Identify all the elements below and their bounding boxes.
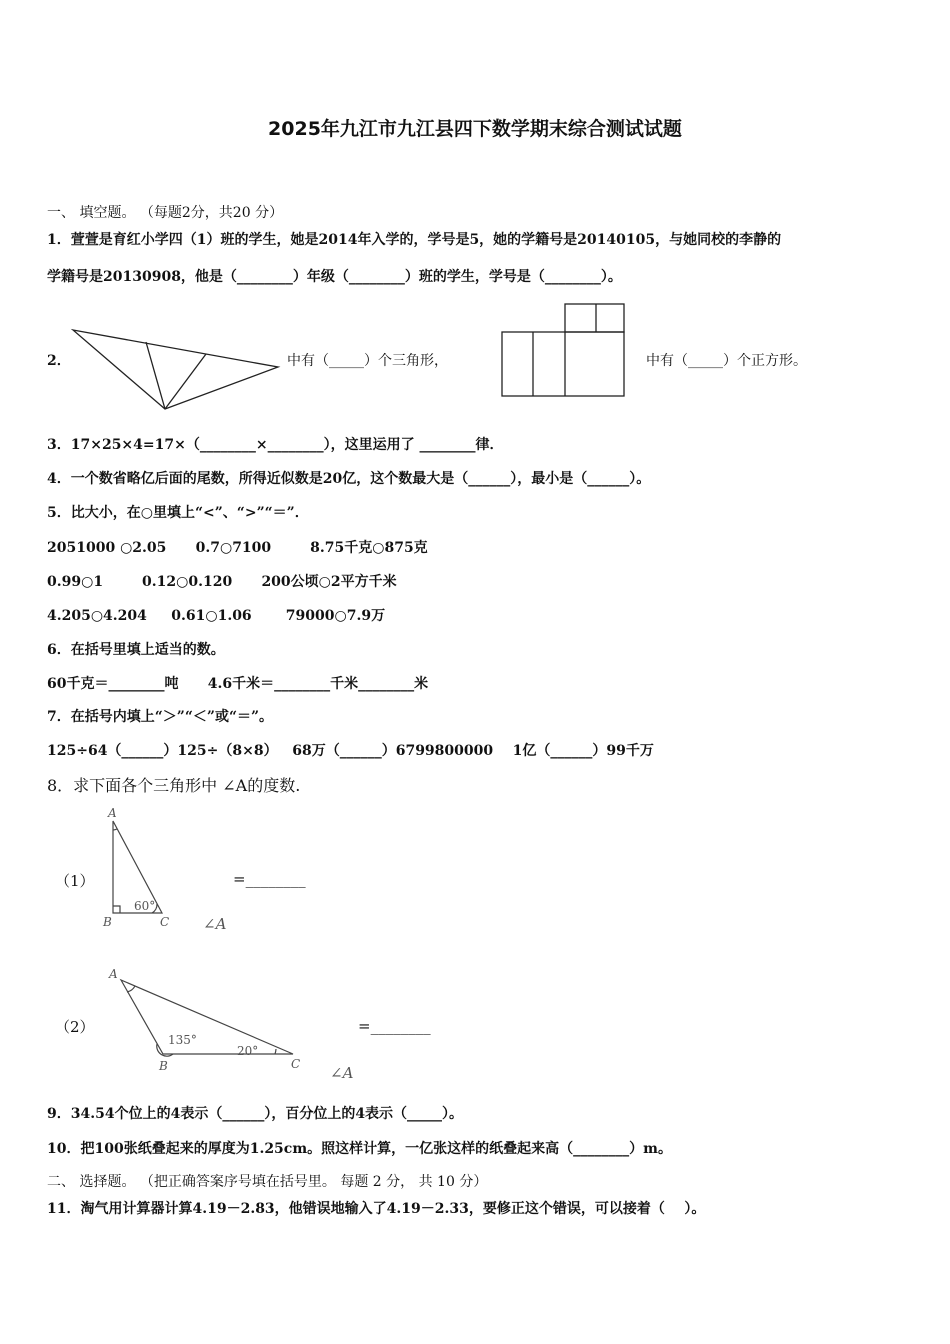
question-5: 5．比大小，在○里填上“<”、“>”“＝”． [47, 505, 309, 521]
angle-b-value: 135° [168, 1033, 197, 1047]
vertex-b-label: B [103, 915, 112, 929]
question-2-text-a: 中有（_____）个三角形， [287, 353, 448, 369]
question-8: 8．求下面各个三角形中 ∠A的度数. [47, 776, 301, 795]
question-9: 9．34.54个位上的4表示（______），百分位上的4表示（_____）。 [47, 1106, 464, 1122]
vertex-a-label: A [108, 806, 117, 820]
question-7: 7．在括号内填上“＞”“＜”或“＝”。 [47, 709, 274, 725]
section-heading-fill-blank: 一、 填空题。 （每题2分，共20 分） [47, 205, 284, 221]
vertex-b-label: B [159, 1059, 168, 1073]
question-2-text-b: 中有（_____）个正方形。 [646, 353, 807, 369]
angle-c-value: 20° [237, 1044, 259, 1058]
question-8-part-1-angle: ∠A [203, 915, 227, 933]
question-1-line-2: 学籍号是20130908，他是（________）年级（________）班的学生，学号是（________）。 [47, 269, 622, 285]
angle-c-value: 60° [134, 899, 156, 913]
question-5-row-2: 0.99○1 0.12○0.120 200公顷○2平方千米 [47, 574, 397, 590]
question-8-part-1-answer: =________ [233, 870, 306, 888]
question-1-line-1: 1．萱萱是育红小学四（1）班的学生，她是2014年入学的，学号是5，她的学籍号是20140105，与她同校的李静的 [47, 232, 782, 248]
triangle-count-figure [68, 322, 284, 414]
right-triangle-figure [100, 803, 180, 929]
question-6-row: 60千克＝________吨 4.6千米＝________千米________米 [47, 676, 429, 692]
question-7-row: 125÷64（______）125÷（8×8） 68万（______）6799800000 1亿（______）99千万 [47, 743, 654, 759]
question-8-part-2-angle: ∠A [330, 1064, 354, 1082]
question-10: 10．把100张纸叠起来的厚度为1.25cm。照这样计算，一亿张这样的纸叠起来高（________）m。 [47, 1141, 672, 1157]
question-6: 6．在括号里填上适当的数。 [47, 642, 225, 658]
obtuse-triangle-figure [105, 964, 310, 1076]
question-5-row-3: 4.205○4.204 0.61○1.06 79000○7.9万 [47, 608, 386, 624]
square-count-figure [500, 302, 628, 399]
question-2-number: 2． [47, 353, 71, 369]
question-8-part-2-answer: =________ [358, 1017, 431, 1035]
question-3: 3．17×25×4=17×（________×________），这里运用了 ________律． [47, 437, 504, 453]
vertex-c-label: C [160, 915, 170, 929]
section-heading-choice: 二、 选择题。 （把正确答案序号填在括号里。 每题 2 分， 共 10 分） [47, 1174, 488, 1190]
vertex-c-label: C [291, 1057, 301, 1071]
page-title: 2025年九江市九江县四下数学期末综合测试试题 [268, 118, 682, 140]
question-4: 4．一个数省略亿后面的尾数，所得近似数是20亿，这个数最大是（______），最小是（______）。 [47, 471, 651, 487]
question-8-part-2-label: （2） [55, 1018, 95, 1036]
vertex-a-label: A [109, 967, 118, 981]
question-8-part-1-label: （1） [55, 872, 95, 890]
question-11: 11．淘气用计算器计算4.19－2.83，他错误地输入了4.19－2.33，要修正这个错误，可以接着（ ）。 [47, 1201, 706, 1217]
question-5-row-1: 2051000 ○2.05 0.7○7100 8.75千克○875克 [47, 540, 428, 556]
